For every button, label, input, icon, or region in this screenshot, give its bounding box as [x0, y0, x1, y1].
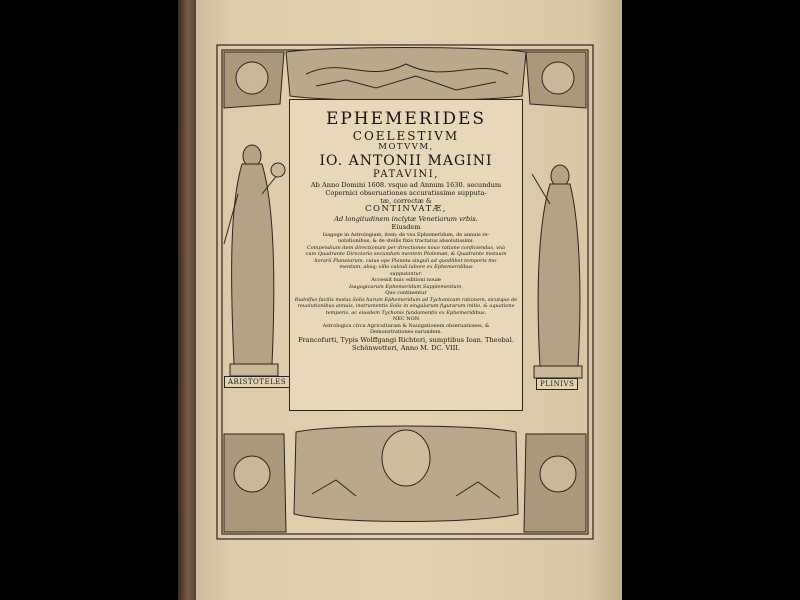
- text-line: Demonstrationes earundem.: [369, 329, 443, 336]
- title-text-panel: [289, 99, 523, 411]
- text-line: Copernici obseruationes accuratissime supputa-: [325, 188, 487, 197]
- bottom-hunt-scene: [294, 426, 518, 522]
- text-line: Accessit huic editioni nouæ: [371, 277, 441, 284]
- continuatae: CONTINVATÆ,: [365, 204, 447, 215]
- right-figure-plinius: [532, 165, 582, 378]
- text-line: Quo continentur: [385, 290, 427, 297]
- imprint-line: Francofurti, Typis Wolffgangi Richteri, sumptibus Ioan. Theobal.: [298, 335, 514, 344]
- text-line: Isagoge in Astrologiam, item; de vsu Ephemeridum, de annuis re-: [322, 231, 490, 238]
- plinius-label: PLINIVS: [536, 378, 578, 390]
- text-line: uolutionibus, & de stellis fixis tractatus absolutissimi.: [337, 238, 475, 245]
- text-line: Rudolfus facilis motus Solis harum Ephemeridum ad Tychonicam rationem, sicutque de: [294, 296, 518, 303]
- title-ephemerides: EPHEMERIDES: [325, 109, 487, 129]
- text-line: cum Quadrante Directorio secundum mentem Ptolemæi, & Quadrante motuum: [305, 251, 507, 258]
- text-line: Ab Anno Domini 1608. vsque ad Annum 1630. secundum: [310, 180, 502, 189]
- nec-non: NEC NON: [392, 316, 420, 323]
- text-line: Isagogicarum Ephemeridum Supplementum,: [349, 283, 463, 290]
- text-line: Ad longitudinem inclytæ Venetiarum vrbis.: [334, 215, 478, 224]
- aristoteles-label: ARISTOTELES: [224, 376, 290, 388]
- title-motuum: MOTVVM,: [378, 142, 434, 153]
- text-line: Astrologica circa Agriculturam & Nauigationem obseruationes, &: [322, 322, 490, 329]
- text-line: supputantur.: [389, 270, 423, 277]
- text-line: temporis, ac eiusdem Tychonis fundamentis ex Ephemeridibus.: [325, 309, 487, 316]
- text-line: tæ, correctæ &: [380, 197, 432, 206]
- text-line: Compendium item directionum per directiones nouo ratione conficiendas, vnà: [306, 244, 506, 251]
- text-line: reuolutionibus annuis, instrumentis Solis in singularum figurarum initio, & aquatione: [297, 303, 515, 310]
- top-sky-panel: [286, 48, 526, 101]
- author-origin: PATAVINI,: [373, 169, 439, 181]
- imprint-date: Schönwetteri, Anno M. DC. VIII.: [351, 343, 461, 352]
- text-line: mentum, absq; villo calculi labore ex Ephemeridibus: [339, 264, 473, 271]
- text-line: Eiusdem: [391, 223, 421, 232]
- text-line: horarii Planetarum, cuius ope Planeta singuli ad quodlibet temporis mo-: [314, 257, 498, 264]
- author-name: IO. ANTONII MAGINI: [319, 153, 493, 170]
- left-figure-aristoteles: [224, 145, 285, 376]
- title-coelestium: COELESTIVM: [352, 128, 460, 143]
